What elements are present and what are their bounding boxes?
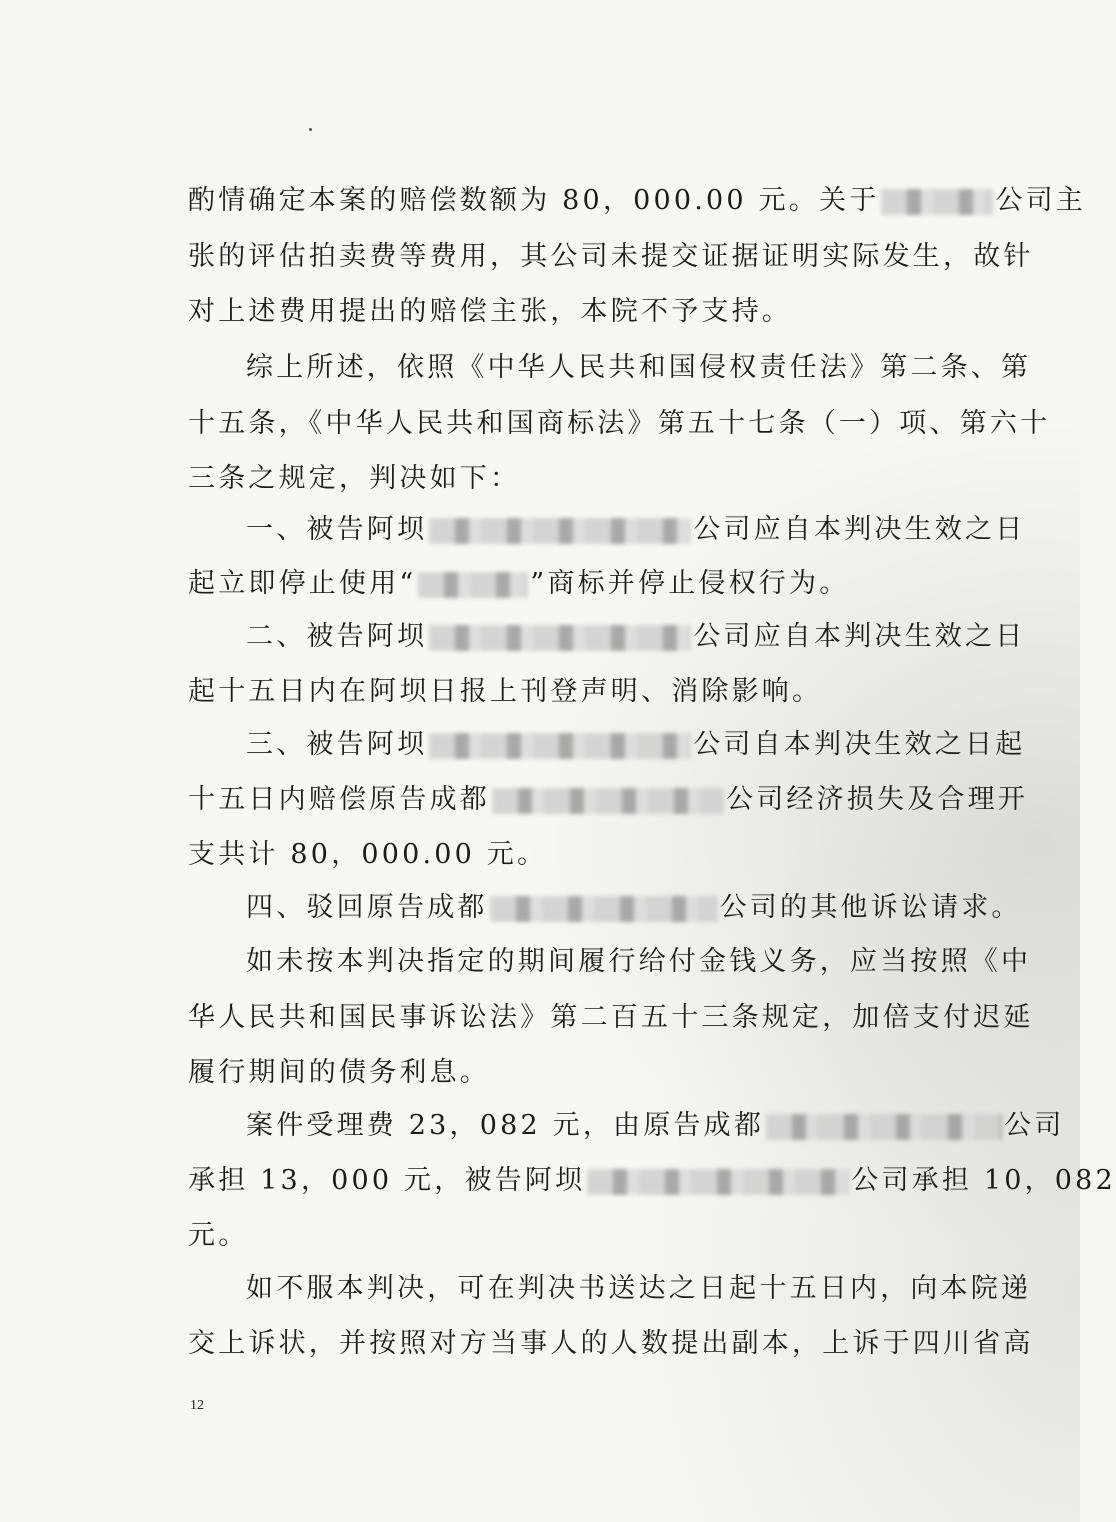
- redacted-trademark: [418, 572, 528, 598]
- text-line-12: 十五日内赔偿原告成都 公司经济损失及合理开: [188, 784, 1028, 815]
- text-line-15: 如未按本判决指定的期间履行给付金钱义务，应当按照《中: [246, 946, 1032, 977]
- text-line-22: 交上诉状，并按照对方当事人的人数提出副本，上诉于四川省高: [188, 1328, 1034, 1359]
- redacted-name: [881, 189, 993, 215]
- text-line-8: 起立即停止使用“ ”商标并停止侵权行为。: [188, 568, 850, 599]
- text-line-19: 承担 13，000 元，被告阿坝 公司承担 10，082: [188, 1165, 1116, 1196]
- redacted-name: [490, 896, 718, 922]
- text-line-7: 一、被告阿坝 公司应自本判决生效之日: [246, 514, 1026, 545]
- text-line-18: 案件受理费 23，082 元，由原告成都 公司: [246, 1110, 1065, 1141]
- text-line-16: 华人民共和国民事诉讼法》第二百五十三条规定，加倍支付迟延: [188, 1002, 1034, 1033]
- text-line-3: 对上述费用提出的赔偿主张，本院不予支持。: [188, 296, 792, 327]
- redacted-name: [492, 788, 724, 814]
- text-line-13: 支共计 80，000.00 元。: [188, 839, 548, 870]
- text-line-21: 如不服本判决，可在判决书送达之日起十五日内，向本院递: [246, 1273, 1032, 1304]
- text-line-4: 综上所述，依照《中华人民共和国侵权责任法》第二条、第: [246, 352, 1032, 383]
- text-line-9: 二、被告阿坝 公司应自本判决生效之日: [246, 621, 1026, 652]
- redacted-name: [766, 1114, 1002, 1140]
- text-line-17: 履行期间的债务利息。: [188, 1057, 490, 1088]
- text-line-5: 十五条，《中华人民共和国商标法》第五十七条（一）项、第六十: [188, 408, 1051, 439]
- redacted-name: [429, 625, 691, 651]
- redacted-name: [429, 733, 691, 759]
- text-line-1: 酌情确定本案的赔偿数额为 80，000.00 元。关于 公司主: [188, 185, 1087, 216]
- text-line-20: 元。: [188, 1220, 249, 1251]
- page-number: 12: [190, 1398, 204, 1413]
- text-line-6: 三条之规定，判决如下：: [188, 463, 521, 494]
- scan-speck: [309, 128, 312, 131]
- redacted-name: [429, 518, 691, 544]
- text-line-14: 四、驳回原告成都 公司的其他诉讼请求。: [246, 892, 1022, 923]
- text-line-10: 起十五日内在阿坝日报上刊登声明、消除影响。: [188, 676, 823, 707]
- text-line-11: 三、被告阿坝 公司自本判决生效之日起: [246, 729, 1026, 760]
- text-line-2: 张的评估拍卖费等费用，其公司未提交证据证明实际发生，故针: [188, 241, 1034, 272]
- redacted-name: [587, 1169, 849, 1195]
